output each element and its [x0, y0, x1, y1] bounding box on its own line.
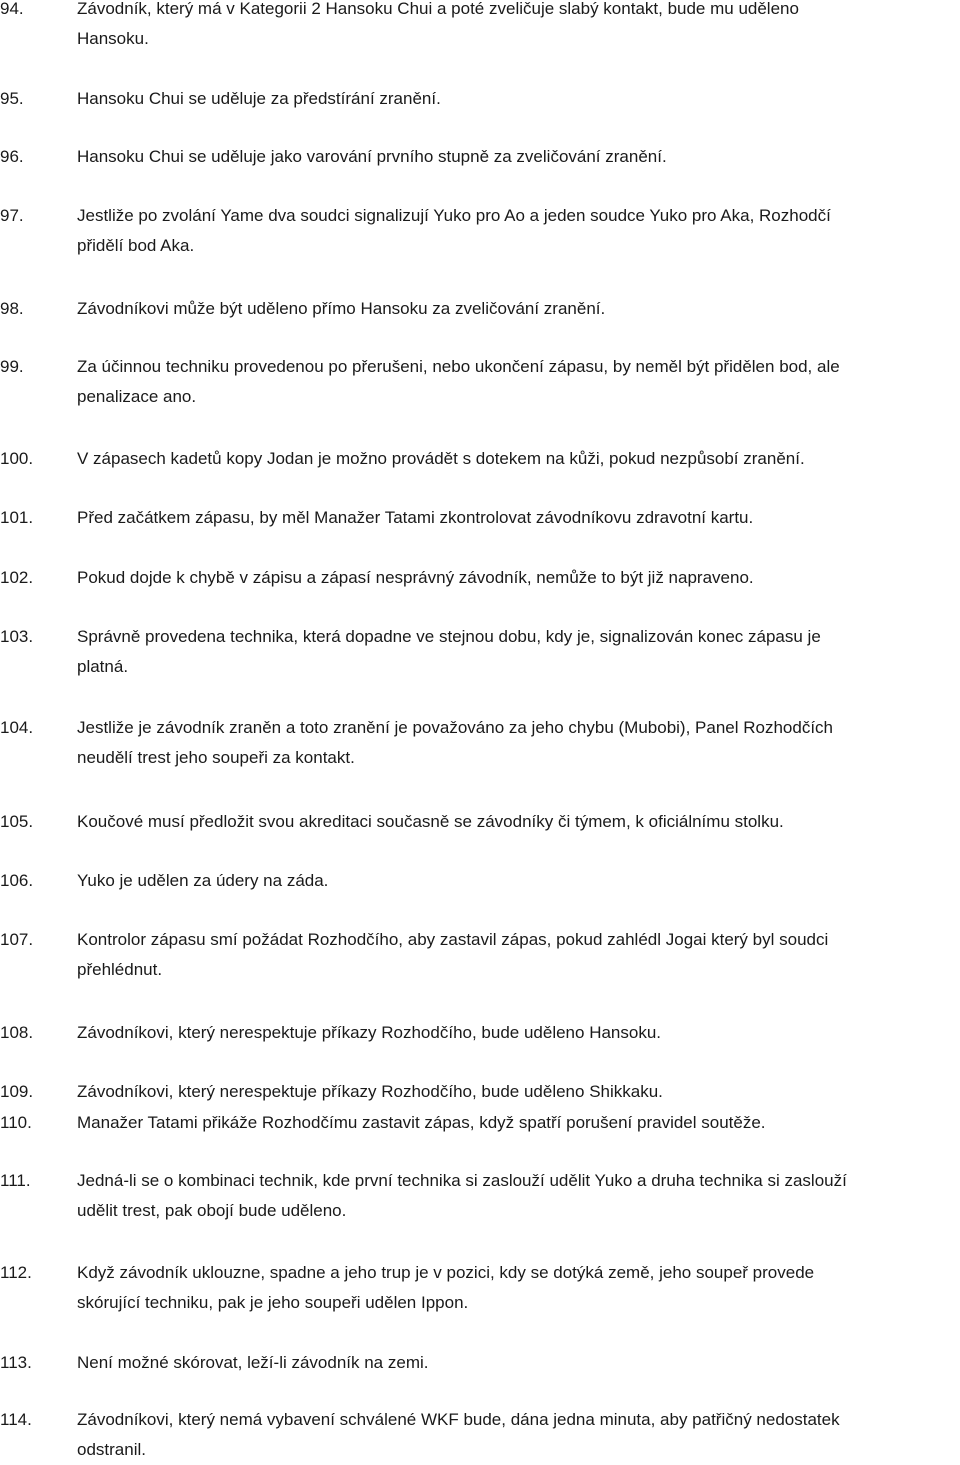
item-text-line: Yuko je udělen za údery na záda.	[77, 871, 329, 890]
item-text-line: přidělí bod Aka.	[77, 236, 195, 255]
item-number: 113.	[0, 1353, 32, 1372]
item-number: 114.	[0, 1410, 32, 1429]
item-text	[77, 84, 955, 114]
item-text-line: Za účinnou techniku provedenou po přerušeni, nebo ukončení zápasu, by neměl být přidělen bod, ale	[77, 357, 840, 376]
item-text	[77, 503, 955, 533]
item-text-line: přehlédnut.	[77, 960, 163, 979]
item-number: 107.	[0, 930, 34, 949]
item-text	[77, 1258, 955, 1318]
item-text-line: penalizace ano.	[77, 387, 197, 406]
item-text	[77, 444, 955, 474]
item-text	[77, 925, 955, 985]
item-text-line: odstranil.	[77, 1440, 146, 1459]
item-text-line: Správně provedena technika, která dopadne ve stejnou dobu, kdy je, signalizován konec zápasu je	[77, 627, 821, 646]
item-number: 101.	[0, 508, 34, 527]
item-text	[77, 0, 955, 54]
item-number: 105.	[0, 812, 34, 831]
item-text-line: Jestliže po zvolání Yame dva soudci signalizují Yuko pro Ao a jeden soudce Yuko pro Aka, Rozhodčí	[77, 206, 831, 225]
item-number: 109.	[0, 1082, 34, 1101]
item-text	[77, 866, 955, 896]
item-number: 110.	[0, 1113, 32, 1132]
item-text	[77, 142, 955, 172]
item-number: 95.	[0, 89, 24, 108]
item-text-line: Když závodník uklouzne, spadne a jeho trup je v pozici, kdy se dotýká země, jeho soupeř provede	[77, 1263, 815, 1282]
item-text-line: Před začátkem zápasu, by měl Manažer Tatami zkontrolovat závodníkovu zdravotní kartu.	[77, 508, 754, 527]
item-number: 108.	[0, 1023, 34, 1042]
item-number: 99.	[0, 357, 24, 376]
item-text-line: udělit trest, pak obojí bude uděleno.	[77, 1201, 347, 1220]
item-text-line: Hansoku Chui se uděluje za předstírání zranění.	[77, 89, 441, 108]
item-text	[77, 1077, 955, 1107]
item-text-line: Závodníkovi může být uděleno přímo Hansoku za zveličování zranění.	[77, 299, 606, 318]
item-text-line: platná.	[77, 657, 129, 676]
item-text-line: Závodníkovi, který nerespektuje příkazy Rozhodčího, bude uděleno Shikkaku.	[77, 1082, 663, 1101]
item-text-line: Závodníkovi, který nemá vybavení schválené WKF bude, dána jedna minuta, aby patřičný nedostatek	[77, 1410, 840, 1429]
item-text	[77, 294, 955, 324]
item-text-line: V zápasech kadetů kopy Jodan je možno provádět s dotekem na kůži, pokud nezpůsobí zranění.	[77, 449, 805, 468]
item-number: 103.	[0, 627, 34, 646]
item-number: 112.	[0, 1263, 32, 1282]
item-text	[77, 563, 955, 593]
item-text-line: Hansoku Chui se uděluje jako varování prvního stupně za zveličování zranění.	[77, 147, 667, 166]
item-number: 96.	[0, 147, 24, 166]
item-text	[77, 352, 955, 412]
item-text-line: Hansoku.	[77, 29, 149, 48]
item-number: 97.	[0, 206, 24, 225]
item-text-line: skórující techniku, pak je jeho soupeři udělen Ippon.	[77, 1293, 469, 1312]
item-number: 104.	[0, 718, 34, 737]
item-text	[77, 1018, 955, 1048]
item-number: 102.	[0, 568, 34, 587]
item-text	[77, 201, 955, 261]
item-text	[77, 1405, 955, 1465]
item-number: 94.	[0, 0, 24, 18]
item-number: 106.	[0, 871, 34, 890]
item-text	[77, 622, 955, 682]
item-number: 111.	[0, 1171, 31, 1190]
item-text-line: Jedná-li se o kombinaci technik, kde první technika si zaslouží udělit Yuko a druha technika si zaslouží	[77, 1171, 847, 1190]
item-text	[77, 1166, 955, 1226]
item-text-line: neudělí trest jeho soupeři za kontakt.	[77, 748, 355, 767]
item-text-line: Kontrolor zápasu smí požádat Rozhodčího, aby zastavil zápas, pokud zahlédl Jogai který byl soudci	[77, 930, 829, 949]
item-number: 98.	[0, 299, 24, 318]
item-text-line: Závodník, který má v Kategorii 2 Hansoku Chui a poté zveličuje slabý kontakt, bude mu uděleno	[77, 0, 799, 18]
item-text-line: Pokud dojde k chybě v zápisu a zápasí nesprávný závodník, nemůže to být již napraveno.	[77, 568, 754, 587]
item-text	[77, 807, 955, 837]
item-text-line: Koučové musí předložit svou akreditaci současně se závodníky či týmem, k oficiálnímu stolku.	[77, 812, 784, 831]
item-text-line: Není možné skórovat, leží-li závodník na zemi.	[77, 1353, 429, 1372]
item-text-line: Jestliže je závodník zraněn a toto zranění je považováno za jeho chybu (Mubobi), Panel Rozhodčích	[77, 718, 834, 737]
item-text	[77, 1348, 955, 1378]
item-text	[77, 713, 955, 773]
item-number: 100.	[0, 449, 34, 468]
item-text-line: Závodníkovi, který nerespektuje příkazy Rozhodčího, bude uděleno Hansoku.	[77, 1023, 662, 1042]
item-text-line: Manažer Tatami přikáže Rozhodčímu zastavit zápas, když spatří porušení pravidel soutěže.	[77, 1113, 766, 1132]
item-text	[77, 1108, 955, 1138]
